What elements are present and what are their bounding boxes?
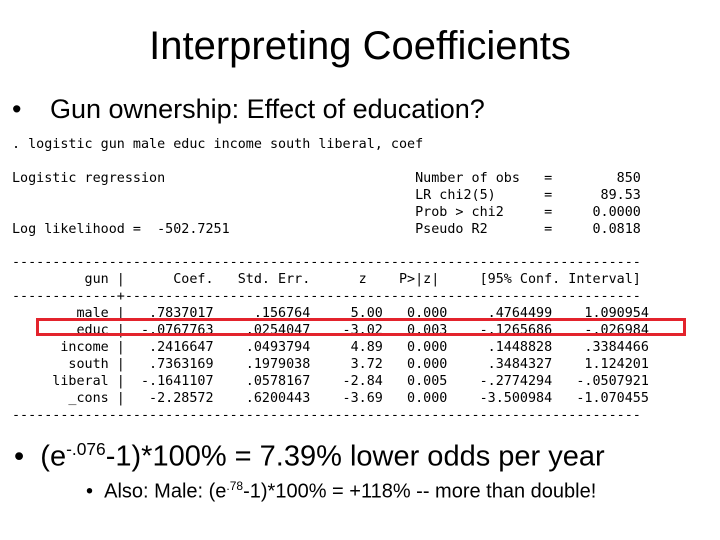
table-row-income: income | .2416647 .0493794 4.89 0.000 .1448828 .3384466 xyxy=(12,340,649,355)
table-header-row: gun | Coef. Std. Err. z P>|z| [95% Conf. Interval] xyxy=(12,272,641,287)
bullet-marker: • xyxy=(86,480,94,503)
formula-prefix: (e xyxy=(40,440,67,473)
regression-table xyxy=(12,254,649,424)
bullet-text: Gun ownership: Effect of education? xyxy=(50,94,485,124)
header-line: LR chi2(5) = 89.53 xyxy=(12,188,641,203)
table-row-educ: educ | -.0767763 .0254047 -3.02 0.003 -.1265686 -.026984 xyxy=(12,323,649,338)
bullet-marker: • xyxy=(12,94,22,124)
bullet-gun-ownership xyxy=(12,92,485,126)
table-row-south: south | .7363169 .1979038 3.72 0.000 .3484327 1.124201 xyxy=(12,357,649,372)
table-rule: ------------------------------------------------------------------------------ xyxy=(12,408,641,423)
table-row-cons: _cons | -2.28572 .6200443 -3.69 0.000 -3.500984 -1.070455 xyxy=(12,391,649,406)
bullet-male-interpretation xyxy=(86,472,596,506)
table-rule: -------------+---------------------------------------------------------------- xyxy=(12,289,641,304)
formula-result: -1)*100% = +118% -- more than double! xyxy=(243,480,597,503)
bullet-marker: • xyxy=(14,440,25,473)
table-row-male: male | .7837017 .156764 5.00 0.000 .4764499 1.090954 xyxy=(12,306,649,321)
bullet-education-interpretation xyxy=(14,430,605,476)
header-line: Log likelihood = -502.7251 Pseudo R2 = 0.0818 xyxy=(12,222,641,237)
formula-exponent: .78 xyxy=(226,479,244,493)
formula-result: -1)*100% = 7.39% lower odds per year xyxy=(105,440,605,473)
header-line: Logistic regression Number of obs = 850 xyxy=(12,171,641,186)
stata-header xyxy=(12,170,641,238)
formula-prefix: Also: Male: (e xyxy=(104,480,227,503)
header-line: Prob > chi2 = 0.0000 xyxy=(12,205,641,220)
formula-exponent: -.076 xyxy=(66,439,106,459)
educ-row-highlight xyxy=(36,318,686,336)
table-row-liberal: liberal | -.1641107 .0578167 -2.84 0.005 -.2774294 -.0507921 xyxy=(12,374,649,389)
slide-title: Interpreting Coefficients xyxy=(149,24,571,68)
table-rule: ------------------------------------------------------------------------------ xyxy=(12,255,641,270)
stata-command: . logistic gun male educ income south liberal, coef xyxy=(12,137,424,152)
